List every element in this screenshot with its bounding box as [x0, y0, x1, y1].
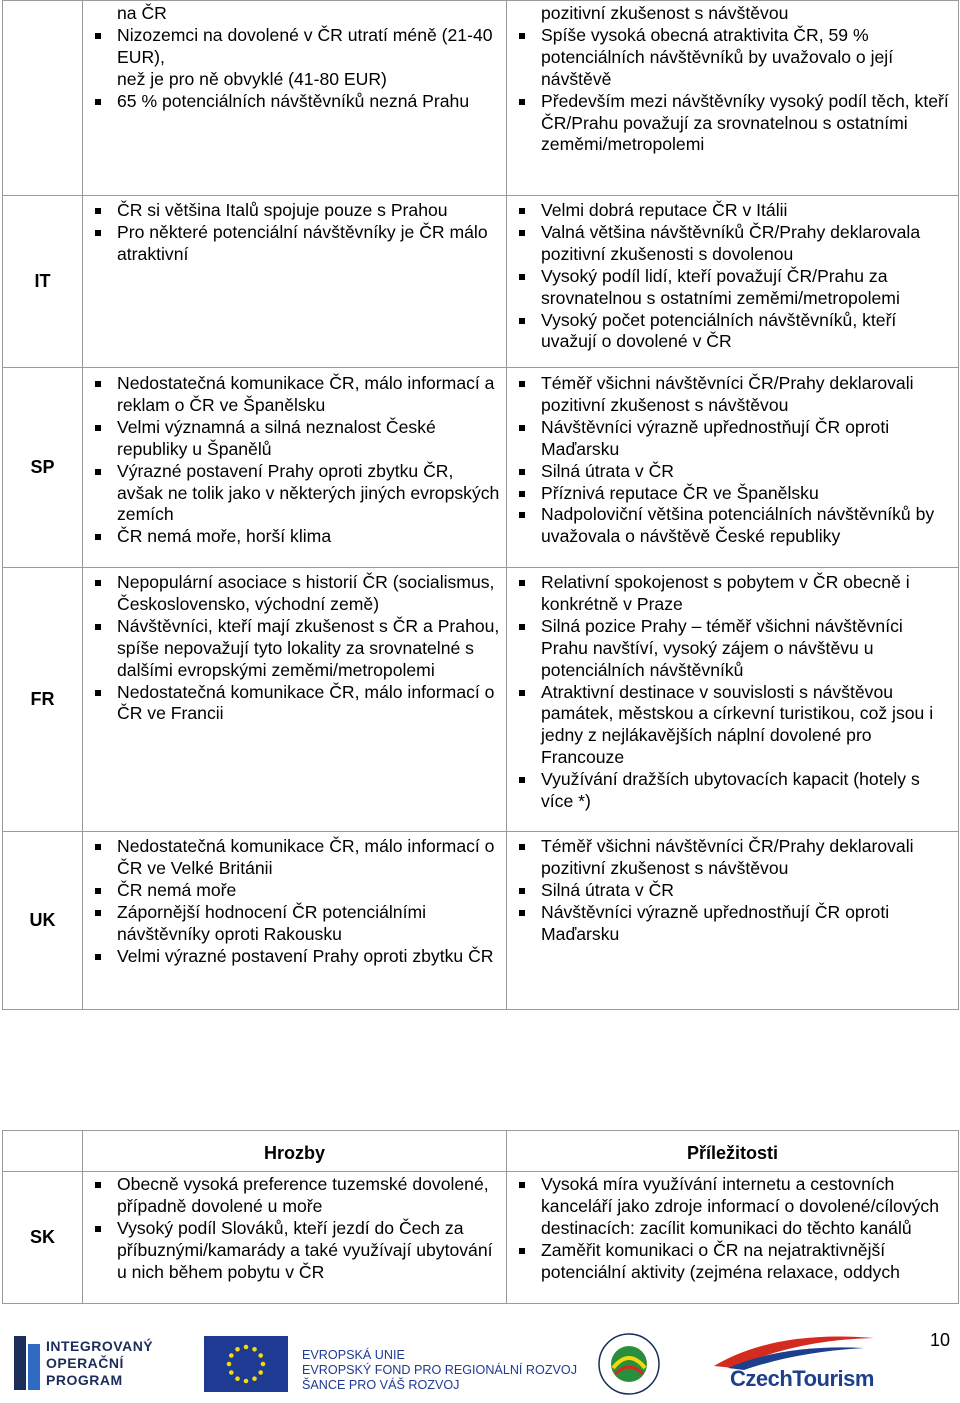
eu-flag-icon [204, 1336, 288, 1392]
list-item: Silná pozice Prahy – téměř všichni návštěvníci Prahu navštíví, vysoký zájem o návštěvu u potenciálních návštěvníků [541, 616, 952, 682]
threats-cell [83, 1, 507, 196]
iop-logo [14, 1332, 184, 1394]
list-item: Téměř všichni návštěvníci ČR/Prahy deklarovali pozitivní zkušenost s návštěvou [541, 836, 952, 880]
opportunities-cell [507, 1172, 959, 1304]
list-item: na ČR [117, 3, 167, 23]
eu-star-icon [229, 1353, 234, 1358]
list-item: Téměř všichni návštěvníci ČR/Prahy deklarovali pozitivní zkušenost s návštěvou [541, 373, 952, 417]
opportunities-cell [507, 832, 959, 1010]
list-item: Návštěvníci výrazně upřednostňují ČR oproti Maďarsku [541, 902, 952, 946]
swot-table-countries [2, 0, 959, 1010]
country-code: FR [3, 568, 83, 832]
header-opportunities: Příležitosti [507, 1131, 959, 1172]
list-item: Spíše vysoká obecná atraktivita ČR, 59 % potenciálních návštěvníků by uvažovalo o její návštěvě [541, 25, 952, 91]
eu-star-icon [244, 1379, 249, 1384]
list-item: ČR si většina Italů spojuje pouze s Prahou [117, 200, 500, 222]
list-item: Silná útrata v ČR [541, 461, 952, 483]
country-code: UK [3, 832, 83, 1010]
list-item: ČR/Prahu považují za srovnatelnou s ostatními zeměmi/metropolemi [541, 112, 908, 155]
list-item: Nedostatečná komunikace ČR, málo informací o ČR ve Velké Británii [117, 836, 500, 880]
list-item: Především mezi návštěvníky vysoký podíl těch, kteří [541, 91, 952, 113]
opportunities-cell [507, 196, 959, 368]
eu-star-icon [252, 1347, 257, 1352]
table-header-row [3, 1131, 959, 1172]
iop-mark-icon [14, 1336, 40, 1390]
eu-star-icon [252, 1376, 257, 1381]
swot-table-slovakia [2, 1130, 959, 1304]
mmr-logo [584, 1328, 674, 1398]
czechtourism-logo [704, 1330, 882, 1396]
table-row [3, 368, 959, 568]
eu-star-icon [258, 1370, 263, 1375]
footer-logos [0, 1324, 960, 1402]
threats-cell [83, 568, 507, 832]
list-item: Atraktivní destinace v souvislosti s návštěvou památek, městskou a církevní turistikou, což jsou i jedny z nejlákavějších náplní dovolené pro Francouze [541, 682, 952, 770]
table-row [3, 568, 959, 832]
list-item: Nizozemci na dovolené v ČR utratí méně (21-40 EUR), [117, 25, 500, 69]
list-item: 65 % potenciálních návštěvníků nezná Prahu [117, 91, 500, 113]
list-item: Nedostatečná komunikace ČR, málo informací a reklam o ČR ve Španělsku [117, 373, 500, 417]
list-item: pozitivní zkušenost s návštěvou [541, 3, 789, 23]
header-empty [3, 1131, 83, 1172]
table-row [3, 1172, 959, 1304]
eu-line: EVROPSKÝ FOND PRO REGIONÁLNÍ ROZVOJ [302, 1363, 578, 1377]
table-row [3, 832, 959, 1010]
page-number: 10 [930, 1330, 951, 1350]
list-item: Vysoký podíl Slováků, kteří jezdí do Čech za příbuznými/kamarády a také využívají ubytování [117, 1218, 500, 1262]
threats-cell [83, 832, 507, 1010]
list-item: u nich během pobytu v ČR [117, 1261, 325, 1282]
list-item: Nedostatečná komunikace ČR, málo informací o ČR ve Francii [117, 682, 500, 726]
iop-line: INTEGROVANÝ [46, 1338, 154, 1354]
list-item: Návštěvníci výrazně upřednostňují ČR oproti Maďarsku [541, 417, 952, 461]
list-item: Vysoký počet potenciálních návštěvníků, kteří uvažují o dovolené v ČR [541, 310, 952, 354]
list-item: Zápornější hodnocení ČR potenciálními návštěvníky oproti Rakousku [117, 902, 500, 946]
country-code: SK [3, 1172, 83, 1304]
list-item: Nepopulární asociace s historií ČR (socialismus, Československo, východní země) [117, 572, 500, 616]
list-item: než je pro ně obvyklé (41-80 EUR) [117, 68, 387, 89]
list-item: Silná útrata v ČR [541, 880, 952, 902]
list-item: Vysoká míra využívání internetu a cestovních kanceláří jako zdroje informací o dovolené/cílových destinacích: zacílit komunikaci do těchto kanálů [541, 1174, 952, 1240]
header-threats: Hrozby [83, 1131, 507, 1172]
list-item: ČR nemá moře [117, 880, 500, 902]
table-row [3, 1, 959, 196]
eu-line: EVROPSKÁ UNIE [302, 1348, 405, 1362]
opportunities-cell [507, 568, 959, 832]
eu-star-icon [244, 1345, 249, 1350]
eu-star-icon [235, 1376, 240, 1381]
list-item: Výrazné postavení Prahy oproti zbytku ČR, avšak ne tolik jako v některých jiných evropských zemích [117, 460, 500, 525]
eu-star-icon [258, 1353, 263, 1358]
country-code [3, 1, 83, 196]
list-item: Vysoký podíl lidí, kteří považují ČR/Prahu za srovnatelnou s ostatními zeměmi/metropolemi [541, 266, 952, 310]
list-item: Valná většina návštěvníků ČR/Prahy deklarovala pozitivní zkušenosti s dovolenou [541, 222, 952, 266]
eu-star-icon [229, 1370, 234, 1375]
list-item: Zaměřit komunikaci o ČR na nejatraktivnější potenciální aktivity (zejména relaxace, oddych [541, 1240, 952, 1284]
eu-star-icon [227, 1362, 232, 1367]
list-item: Obecně vysoká preference tuzemské dovolené, případně dovolené u moře [117, 1174, 500, 1218]
country-code: IT [3, 196, 83, 368]
eu-line: ŠANCE PRO VÁŠ ROZVOJ [302, 1378, 460, 1392]
opportunities-cell [507, 368, 959, 568]
country-code: SP [3, 368, 83, 568]
eu-star-icon [235, 1347, 240, 1352]
threats-cell [83, 196, 507, 368]
czechtourism-swoosh-icon [704, 1330, 882, 1370]
iop-line: OPERAČNÍ [46, 1355, 124, 1371]
iop-line: PROGRAM [46, 1372, 123, 1388]
eu-logo [204, 1332, 584, 1394]
threats-cell [83, 1172, 507, 1304]
table-row [3, 196, 959, 368]
list-item: Relativní spokojenost s pobytem v ČR obecně i konkrétně v Praze [541, 572, 952, 616]
list-item: Pro některé potenciální návštěvníky je ČR málo atraktivní [117, 222, 500, 266]
list-item: Velmi dobrá reputace ČR v Itálii [541, 200, 952, 222]
list-item: Nadpoloviční většina potenciálních návštěvníků by uvažovala o návštěvě České republiky [541, 504, 952, 548]
eu-star-icon [261, 1362, 266, 1367]
list-item: Využívání dražších ubytovacích kapacit (hotely s více *) [541, 769, 952, 813]
list-item: Velmi významná a silná neznalost České republiky u Španělů [117, 417, 500, 461]
list-item: ČR nemá moře, horší klima [117, 526, 500, 548]
threats-cell [83, 368, 507, 568]
opportunities-cell [507, 1, 959, 196]
czechtourism-wordmark: CzechTourism [730, 1366, 874, 1391]
list-item: Příznivá reputace ČR ve Španělsku [541, 483, 952, 505]
list-item: Návštěvníci, kteří mají zkušenost s ČR a Prahou, spíše nepovažují tyto lokality za srovnatelné s dalšími evropskými zeměmi/metropolemi [117, 615, 500, 680]
ministry-seal-icon [584, 1328, 674, 1398]
list-item: Velmi výrazné postavení Prahy oproti zbytku ČR [117, 946, 500, 968]
